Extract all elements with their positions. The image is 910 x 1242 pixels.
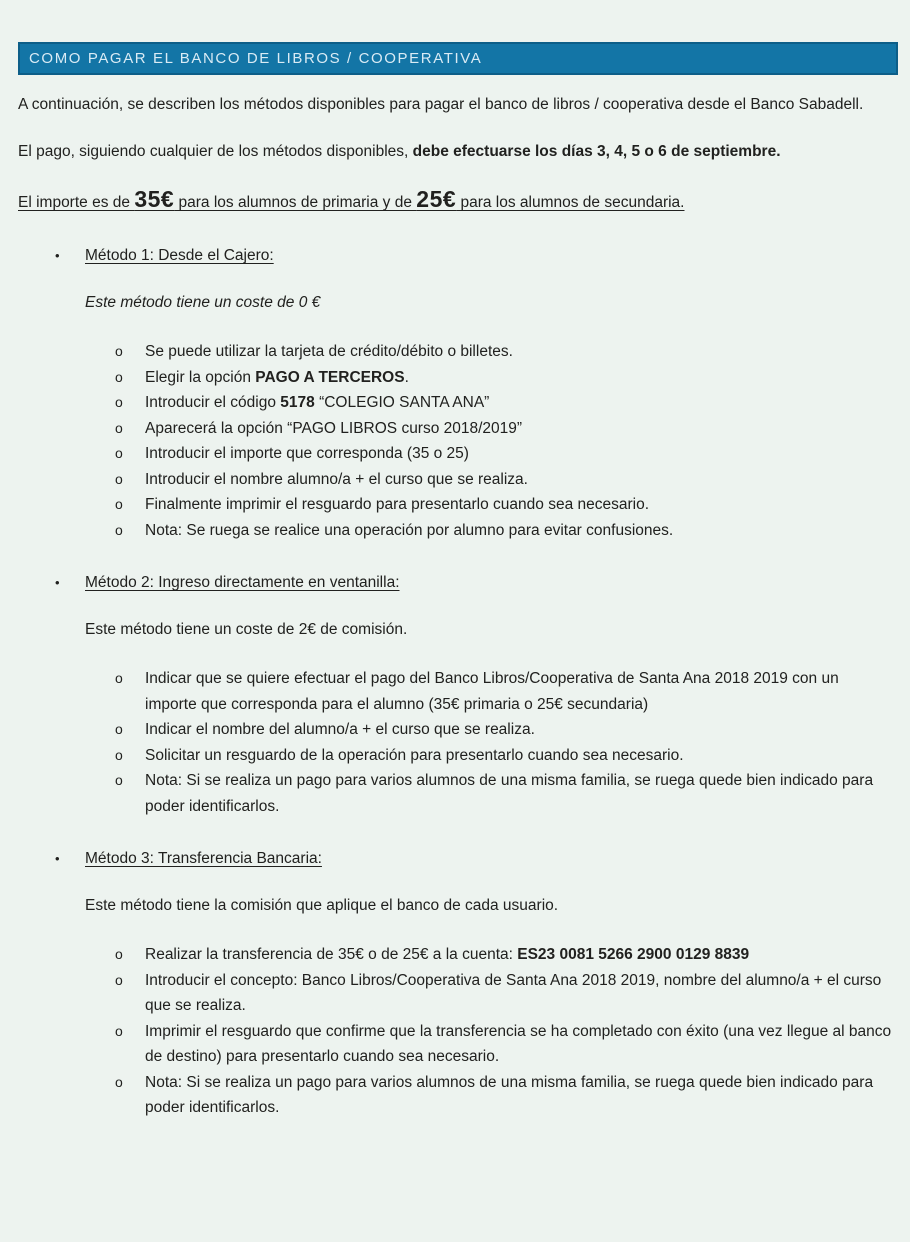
- method-cost-note: Este método tiene un coste de 2€ de comisión.: [85, 621, 408, 638]
- list-item: [115, 492, 894, 518]
- step-text: Introducir el código 5178 “COLEGIO SANTA ANA”: [145, 394, 490, 411]
- circle-bullet-icon: o: [115, 1073, 123, 1090]
- method-steps: [115, 339, 910, 543]
- circle-bullet-icon: o: [115, 1022, 123, 1039]
- step-text: Nota: Si se realiza un pago para varios alumnos de una misma familia, se ruega quede bien indicado para poder identificarlos.: [145, 772, 874, 815]
- method-heading-row: [55, 570, 910, 596]
- method-section: [0, 570, 910, 819]
- list-item: [115, 518, 894, 544]
- list-item: [115, 467, 894, 493]
- list-item: [115, 717, 894, 743]
- step-text: Imprimir el resguardo que confirme que la transferencia se ha completado con éxito (una vez llegue al banco de destino) para presentarlo cuando sea necesario.: [145, 1022, 892, 1065]
- circle-bullet-icon: o: [115, 419, 123, 436]
- list-item: [115, 743, 894, 769]
- circle-bullet-icon: o: [115, 946, 123, 962]
- payment-dates-paragraph: El pago, siguiendo cualquier de los métodos disponibles, debe efectuarse los días 3, 4, 5 o 6 de septiembre.: [18, 143, 781, 160]
- method-heading-row: [55, 846, 910, 872]
- method-heading: Método 2: Ingreso directamente en ventanilla:: [85, 574, 400, 591]
- method-steps: [115, 942, 910, 1121]
- list-item: [115, 1019, 894, 1070]
- method-cost-note: Este método tiene un coste de 0 €: [85, 294, 321, 311]
- step-text: Introducir el concepto: Banco Libros/Cooperativa de Santa Ana 2018 2019, nombre del alumno/a + el curso que se realiza.: [145, 971, 882, 1014]
- method-steps: [115, 666, 910, 819]
- method-heading-row: [55, 243, 910, 269]
- step-text: Nota: Se ruega se realice una operación por alumno para evitar confusiones.: [145, 521, 674, 539]
- list-item: [115, 416, 894, 442]
- step-text: Solicitar un resguardo de la operación para presentarlo cuando sea necesario.: [145, 746, 684, 764]
- circle-bullet-icon: o: [115, 368, 123, 385]
- circle-bullet-icon: o: [115, 394, 123, 410]
- circle-bullet-icon: o: [115, 521, 123, 538]
- document-page: [0, 42, 910, 1121]
- step-text: Nota: Si se realiza un pago para varios alumnos de una misma familia, se ruega quede bien indicado para poder identificarlos.: [145, 1073, 874, 1116]
- list-item: [115, 666, 894, 717]
- list-item: [115, 968, 894, 1019]
- step-text: Se puede utilizar la tarjeta de crédito/débito o billetes.: [145, 343, 513, 360]
- step-text: Elegir la opción PAGO A TERCEROS.: [145, 368, 409, 386]
- amount-paragraph: El importe es de 35€ para los alumnos de primaria y de 25€ para los alumnos de secundaria.: [18, 186, 685, 212]
- bullet-icon: •: [55, 851, 60, 866]
- list-item: [115, 942, 894, 968]
- circle-bullet-icon: o: [115, 470, 123, 487]
- step-text: Indicar que se quiere efectuar el pago del Banco Libros/Cooperativa de Santa Ana 2018 2019 con un importe que corresponda para el alumno (35€ primaria o 25€ secundaria): [145, 670, 839, 713]
- page-title: COMO PAGAR EL BANCO DE LIBROS / COOPERATIVA: [29, 50, 483, 67]
- circle-bullet-icon: o: [115, 746, 123, 763]
- list-item: [115, 768, 894, 819]
- list-item: [115, 390, 894, 416]
- list-item: [115, 441, 894, 467]
- circle-bullet-icon: o: [115, 721, 123, 737]
- method-section: [0, 243, 910, 543]
- circle-bullet-icon: o: [115, 445, 123, 461]
- list-item: [115, 1070, 894, 1121]
- step-text: Aparecerá la opción “PAGO LIBROS curso 2018/2019”: [145, 419, 523, 437]
- method-section: [0, 846, 910, 1121]
- step-text: Indicar el nombre del alumno/a + el curso que se realiza.: [145, 721, 535, 738]
- method-heading: Método 1: Desde el Cajero:: [85, 247, 274, 264]
- list-item: [115, 339, 894, 365]
- circle-bullet-icon: o: [115, 772, 123, 788]
- step-text: Realizar la transferencia de 35€ o de 25€ a la cuenta: ES23 0081 5266 2900 0129 8839: [145, 946, 750, 963]
- circle-bullet-icon: o: [115, 670, 123, 686]
- circle-bullet-icon: o: [115, 496, 123, 512]
- step-text: Introducir el nombre alumno/a + el curso que se realiza.: [145, 470, 528, 488]
- circle-bullet-icon: o: [115, 343, 123, 359]
- list-item: [115, 365, 894, 391]
- document-title-bar: [18, 42, 898, 75]
- bullet-icon: •: [55, 248, 60, 263]
- method-heading: Método 3: Transferencia Bancaria:: [85, 850, 322, 867]
- intro-paragraph: A continuación, se describen los métodos disponibles para pagar el banco de libros / cooperativa desde el Banco Sabadell.: [18, 96, 864, 113]
- method-cost-note: Este método tiene la comisión que aplique el banco de cada usuario.: [85, 897, 559, 914]
- step-text: Finalmente imprimir el resguardo para presentarlo cuando sea necesario.: [145, 496, 650, 513]
- bullet-icon: •: [55, 575, 60, 590]
- circle-bullet-icon: o: [115, 971, 123, 988]
- methods-list: [0, 243, 910, 1121]
- step-text: Introducir el importe que corresponda (35 o 25): [145, 445, 469, 462]
